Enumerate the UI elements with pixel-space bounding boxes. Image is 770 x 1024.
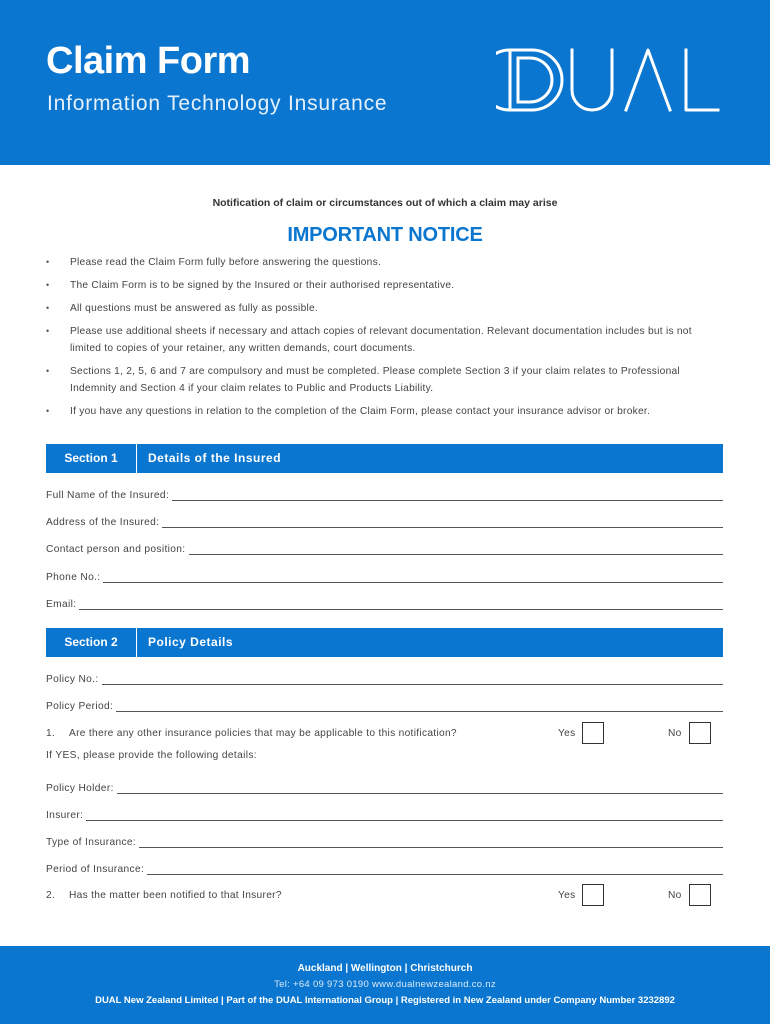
question-1-text: Are there any other insurance policies that may be applicable to this notification? bbox=[69, 728, 457, 739]
insurer-input-line[interactable] bbox=[86, 808, 723, 821]
dual-logo bbox=[496, 48, 720, 112]
question-2-yes-checkbox[interactable] bbox=[582, 884, 604, 906]
phone-input-line[interactable] bbox=[103, 570, 723, 583]
notice-bullet: • All questions must be answered as fully as possible. bbox=[46, 300, 726, 317]
notice-bullet: • If you have any questions in relation to the completion of the Claim Form, please contact your insurance advisor or broker. bbox=[46, 403, 726, 420]
full-name-field[interactable]: Full Name of the Insured: bbox=[46, 485, 723, 501]
question-1 bbox=[46, 722, 723, 746]
section-2-number: Section 2 bbox=[64, 635, 118, 649]
section-1-header bbox=[46, 444, 723, 473]
section-1-title: Details of the Insured bbox=[148, 451, 282, 465]
policy-period-field[interactable]: Policy Period: bbox=[46, 696, 723, 712]
contact-person-field[interactable]: Contact person and position: bbox=[46, 539, 723, 555]
if-yes-instruction: If YES, please provide the following details: bbox=[46, 750, 257, 761]
full-name-input-line[interactable] bbox=[172, 488, 723, 501]
question-2-no-label: No bbox=[668, 890, 682, 901]
footer-legal: DUAL New Zealand Limited | Part of the DUAL International Group | Registered in New Zealand under Company Number 3232892 bbox=[95, 995, 675, 1006]
footer-cities: Auckland | Wellington | Christchurch bbox=[297, 963, 473, 974]
section-divider bbox=[136, 444, 137, 473]
type-of-insurance-field[interactable]: Type of Insurance: bbox=[46, 832, 723, 848]
header-banner bbox=[0, 0, 770, 165]
email-input-line[interactable] bbox=[79, 597, 723, 610]
policy-no-field[interactable]: Policy No.: bbox=[46, 669, 723, 685]
notice-bullet: • Sections 1, 2, 5, 6 and 7 are compulsory and must be completed. Please complete Section 3 if your claim relates to Professional Indemnity and Section 4 if your claim relates to Public and Products Liability. bbox=[46, 363, 726, 397]
section-1-number: Section 1 bbox=[64, 451, 118, 465]
phone-field[interactable]: Phone No.: bbox=[46, 567, 723, 583]
footer-contact: Tel: +64 09 973 0190 www.dualnewzealand.co.nz bbox=[274, 979, 496, 990]
period-of-insurance-field[interactable]: Period of Insurance: bbox=[46, 859, 723, 875]
question-1-no-label: No bbox=[668, 728, 682, 739]
address-field[interactable]: Address of the Insured: bbox=[46, 512, 723, 528]
section-divider bbox=[136, 628, 137, 657]
policy-no-input-line[interactable] bbox=[102, 672, 723, 685]
question-1-yes-label: Yes bbox=[558, 728, 576, 739]
bullet-dot-icon: • bbox=[46, 406, 50, 416]
section-2-header bbox=[46, 628, 723, 657]
bullet-dot-icon: • bbox=[46, 326, 50, 336]
important-notice-title: IMPORTANT NOTICE bbox=[287, 224, 483, 246]
notification-subheading: Notification of claim or circumstances out of which a claim may arise bbox=[212, 197, 558, 209]
notice-bullet: • Please use additional sheets if necessary and attach copies of relevant documentation. Relevant documentation includes but is not limited to copies of your retainer, any written demands, court documents. bbox=[46, 323, 726, 357]
bullet-dot-icon: • bbox=[46, 303, 50, 313]
insurer-field[interactable]: Insurer: bbox=[46, 805, 723, 821]
period-of-insurance-input-line[interactable] bbox=[147, 862, 723, 875]
page-subtitle: Information Technology Insurance bbox=[47, 92, 388, 115]
question-2-no-checkbox[interactable] bbox=[689, 884, 711, 906]
page-title: Claim Form bbox=[46, 40, 251, 82]
policy-period-input-line[interactable] bbox=[116, 699, 723, 712]
contact-person-input-line[interactable] bbox=[189, 542, 724, 555]
question-1-no-checkbox[interactable] bbox=[689, 722, 711, 744]
question-1-number: 1. bbox=[46, 728, 56, 739]
type-of-insurance-input-line[interactable] bbox=[139, 835, 723, 848]
notice-bullet: • Please read the Claim Form fully before answering the questions. bbox=[46, 254, 726, 271]
question-2-yes-label: Yes bbox=[558, 890, 576, 901]
section-2-title: Policy Details bbox=[148, 635, 234, 649]
notice-bullet-list bbox=[46, 254, 726, 420]
footer bbox=[0, 946, 770, 1024]
policy-holder-input-line[interactable] bbox=[117, 781, 723, 794]
policy-holder-field[interactable]: Policy Holder: bbox=[46, 778, 723, 794]
bullet-dot-icon: • bbox=[46, 257, 50, 267]
bullet-dot-icon: • bbox=[46, 280, 50, 290]
notice-bullet: • The Claim Form is to be signed by the Insured or their authorised representative. bbox=[46, 277, 726, 294]
question-1-yes-checkbox[interactable] bbox=[582, 722, 604, 744]
question-2-text: Has the matter been notified to that Insurer? bbox=[69, 890, 282, 901]
question-2-number: 2. bbox=[46, 890, 56, 901]
address-input-line[interactable] bbox=[162, 515, 723, 528]
question-2 bbox=[46, 884, 723, 908]
bullet-dot-icon: • bbox=[46, 366, 50, 376]
email-field[interactable]: Email: bbox=[46, 594, 723, 610]
